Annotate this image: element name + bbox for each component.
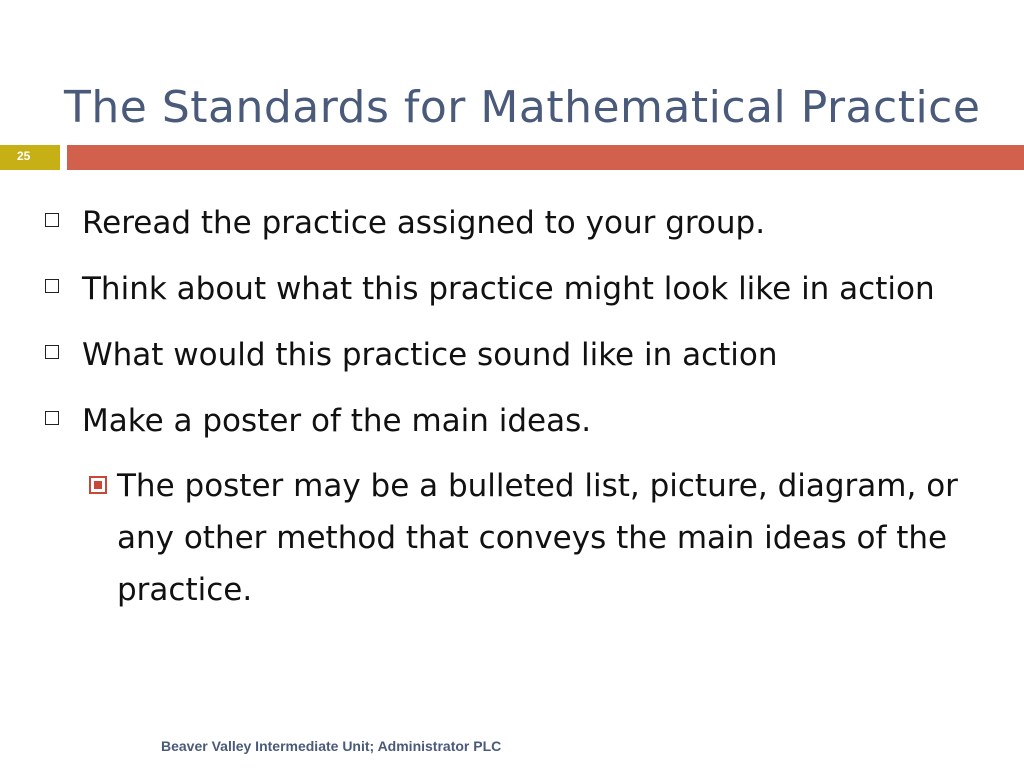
square-bullet-icon	[45, 213, 59, 227]
bullet-text: Think about what this practice might look like in action	[82, 271, 935, 307]
sub-bullet-text: The poster may be a bulleted list, picture, diagram, or any other method that conveys the main ideas of the practice.	[117, 468, 958, 608]
sub-bullet-item	[89, 460, 977, 616]
bullet-list	[45, 196, 985, 616]
square-bullet-icon	[45, 279, 59, 293]
square-bullet-icon	[45, 345, 59, 359]
slide-footer: Beaver Valley Intermediate Unit; Administrator PLC	[161, 738, 502, 754]
bullet-item	[45, 394, 985, 448]
bullet-text: Make a poster of the main ideas.	[82, 403, 592, 439]
bullet-text: Reread the practice assigned to your group.	[82, 205, 766, 241]
bullet-text: What would this practice sound like in action	[82, 337, 778, 373]
bullet-item	[45, 196, 985, 250]
bullet-item	[45, 262, 985, 316]
slide-title: The Standards for Mathematical Practice	[64, 82, 981, 133]
slide-number: 25	[0, 145, 60, 170]
bullet-item	[45, 328, 985, 382]
filled-square-bullet-icon	[89, 476, 107, 494]
title-accent-bar	[67, 145, 1024, 170]
square-bullet-icon	[45, 411, 59, 425]
